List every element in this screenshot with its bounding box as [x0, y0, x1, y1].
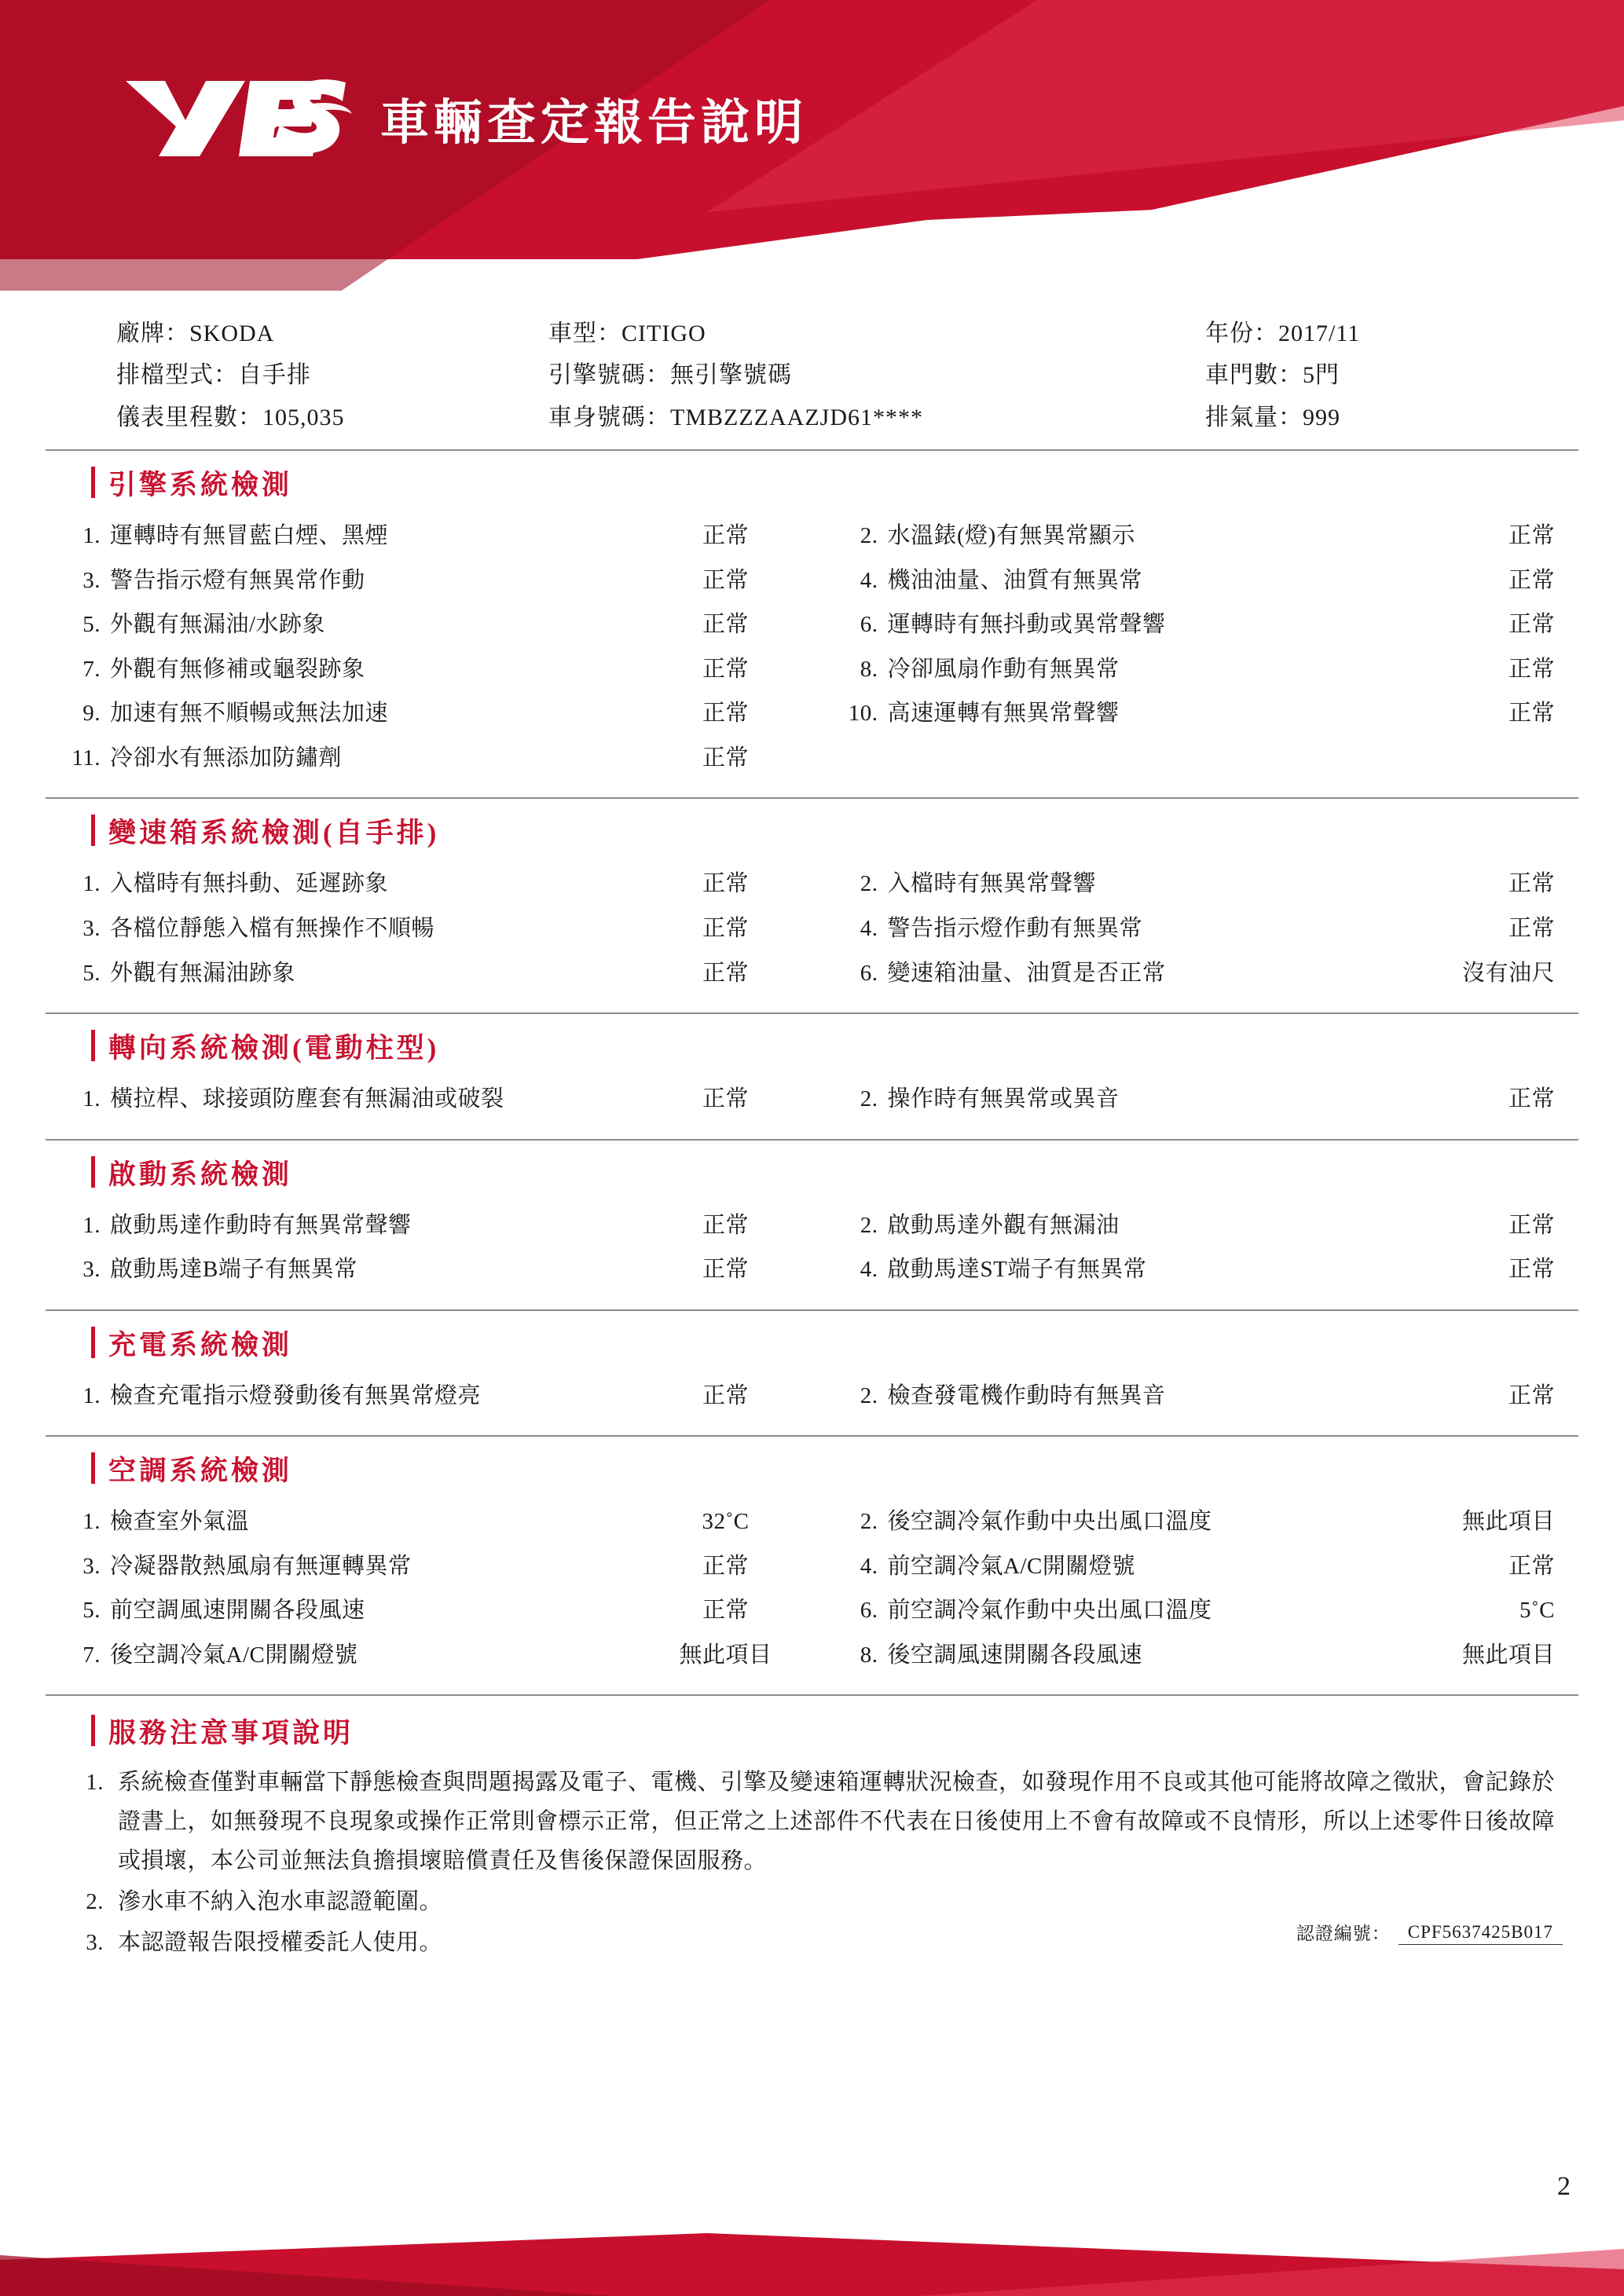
- check-item-value: 無此項目: [679, 1642, 772, 1668]
- check-item-number: 7.: [82, 656, 101, 682]
- check-item-number: 10.: [848, 701, 878, 727]
- section-accent-bar: [91, 1452, 95, 1484]
- check-item-value: 正常: [702, 701, 749, 727]
- check-item-number: 6.: [860, 960, 878, 986]
- vehicle-mileage-value: 105,035: [262, 404, 345, 430]
- check-item-number: 4.: [860, 567, 878, 593]
- vehicle-vin-value: TMBZZZAAZJD61****: [670, 404, 923, 430]
- check-item-value: 正常: [1508, 567, 1555, 593]
- check-item-label: 加速有無不順暢或無法加速: [110, 701, 389, 727]
- check-item: [46, 906, 812, 951]
- check-item-number: 6.: [860, 1598, 878, 1624]
- note-number: 2.: [86, 1889, 104, 1915]
- vehicle-info: [46, 313, 1578, 451]
- check-item-value: 正常: [1508, 523, 1555, 549]
- check-item-value: 正常: [1508, 701, 1555, 727]
- check-item: [46, 1077, 812, 1122]
- check-item: [812, 602, 1579, 647]
- check-item: [812, 558, 1579, 603]
- check-item: [812, 1544, 1579, 1589]
- check-item-number: 2.: [860, 1509, 878, 1535]
- check-item: [812, 1247, 1579, 1292]
- check-item-number: 9.: [82, 701, 101, 727]
- vehicle-info-row: [46, 354, 1578, 396]
- note-number: 3.: [86, 1929, 104, 1955]
- vehicle-model-value: CITIGO: [621, 320, 706, 346]
- check-item-number: 11.: [71, 745, 101, 771]
- check-item: [46, 1374, 812, 1419]
- section-title: 空調系統檢測: [108, 1456, 293, 1487]
- check-item: [812, 514, 1579, 558]
- check-item-value: 正常: [1508, 612, 1555, 638]
- check-item-number: 1.: [82, 523, 101, 549]
- check-item-number: 7.: [82, 1642, 101, 1668]
- check-item-label: 檢查室外氣溫: [110, 1509, 250, 1535]
- check-item-label: 外觀有無漏油跡象: [110, 960, 296, 986]
- vehicle-brand: 廠牌：SKODA: [116, 320, 275, 346]
- check-item-value: 正常: [1508, 1212, 1555, 1238]
- check-item-value: 正常: [702, 1212, 749, 1238]
- check-item: [46, 1544, 812, 1589]
- section-starter: [46, 1141, 1578, 1311]
- check-item-value: 5˚C: [1520, 1598, 1555, 1624]
- check-item-number: 1.: [82, 1086, 101, 1112]
- page-title: 車輛查定報告說明: [380, 96, 808, 150]
- check-item-number: 3.: [82, 916, 101, 941]
- section-accent-bar: [91, 1030, 95, 1061]
- page-footer: [0, 2202, 1624, 2296]
- check-item-label: 外觀有無漏油/水跡象: [110, 612, 326, 638]
- check-item-value: 正常: [1508, 656, 1555, 682]
- section-accent-bar: [91, 815, 95, 846]
- section-header: [46, 1699, 1578, 1759]
- check-item-number: 2.: [860, 1212, 878, 1238]
- section-steering: [46, 1014, 1578, 1141]
- check-item: [46, 1500, 812, 1544]
- page-number: 2: [1557, 2172, 1571, 2201]
- check-item-value: 正常: [702, 1086, 749, 1112]
- vehicle-brand-label: 廠牌: [116, 320, 165, 346]
- check-item-value: 無此項目: [1461, 1642, 1555, 1668]
- check-item: [812, 1374, 1579, 1419]
- vehicle-doors-value: 5門: [1303, 362, 1340, 389]
- check-item-value: 正常: [1508, 1257, 1555, 1283]
- check-item: [812, 647, 1579, 692]
- check-item-empty: [812, 736, 1579, 781]
- check-item: [46, 647, 812, 692]
- check-item: [46, 602, 812, 647]
- section-header: [46, 451, 1578, 511]
- section-header: [46, 1311, 1578, 1371]
- vehicle-mileage: 儀表里程數：105,035: [116, 404, 345, 430]
- check-item-value: 正常: [702, 656, 749, 682]
- note-item: [46, 1763, 1578, 1881]
- section-service-notes: [46, 1696, 1578, 1955]
- vehicle-mileage-label: 儀表里程數: [116, 404, 238, 430]
- section-header: [46, 1141, 1578, 1200]
- check-item-label: 水溫錶(燈)有無異常顯示: [887, 523, 1135, 549]
- vehicle-vin-label: 車身號碼: [548, 404, 646, 430]
- vehicle-transmission: 排檔型式：自手排: [116, 362, 311, 389]
- section-accent-bar: [91, 1327, 95, 1358]
- check-item-number: 5.: [82, 1598, 101, 1624]
- check-item-label: 檢查發電機作動時有無異音: [887, 1382, 1166, 1408]
- yes-logo: [118, 75, 354, 161]
- check-item-value: 正常: [702, 523, 749, 549]
- check-item-number: 3.: [82, 1257, 101, 1283]
- check-item-value: 正常: [702, 916, 749, 941]
- check-item-number: 1.: [82, 1509, 101, 1535]
- check-item-number: 8.: [860, 1642, 878, 1668]
- check-item: [812, 691, 1579, 736]
- check-item: [46, 514, 812, 558]
- check-item-label: 冷卻風扇作動有無異常: [887, 656, 1120, 682]
- section-air-conditioning: [46, 1437, 1578, 1696]
- check-item: [812, 951, 1579, 996]
- check-item-value: 正常: [702, 1382, 749, 1408]
- check-item: [46, 1588, 812, 1633]
- check-item: [46, 1203, 812, 1248]
- page-header: [0, 0, 1624, 291]
- check-item-label: 運轉時有無抖動或異常聲響: [887, 612, 1166, 638]
- check-item-label: 警告指示燈有無異常作動: [110, 567, 365, 593]
- check-item-label: 各檔位靜態入檔有無操作不順暢: [110, 916, 435, 941]
- check-item-value: 正常: [702, 1598, 749, 1624]
- vehicle-year: 年份：2017/11: [1205, 320, 1361, 346]
- certification-number: CPF5637425B017: [1399, 1922, 1563, 1945]
- check-item-value: 正常: [1508, 1086, 1555, 1112]
- section-charging: [46, 1311, 1578, 1437]
- vehicle-displacement-value: 999: [1303, 404, 1340, 430]
- check-item-value: 32˚C: [702, 1509, 750, 1535]
- check-item-value: 正常: [702, 960, 749, 986]
- certification-label: 認證編號：: [1296, 1923, 1391, 1943]
- check-item: [46, 736, 812, 781]
- check-item-number: 4.: [860, 1257, 878, 1283]
- check-item: [46, 951, 812, 996]
- check-item-label: 後空調冷氣作動中央出風口溫度: [887, 1509, 1212, 1535]
- check-item-label: 前空調冷氣作動中央出風口溫度: [887, 1598, 1212, 1624]
- check-item-number: 5.: [82, 960, 101, 986]
- vehicle-year-value: 2017/11: [1278, 320, 1361, 346]
- check-item: [812, 1203, 1579, 1248]
- note-text: 本認證報告限授權委託人使用。: [118, 1929, 443, 1955]
- check-item-value: 無此項目: [1461, 1509, 1555, 1535]
- check-item-number: 5.: [82, 612, 101, 638]
- check-item-label: 前空調冷氣A/C開關燈號: [887, 1553, 1135, 1579]
- check-item-value: 正常: [1508, 1382, 1555, 1408]
- section-title: 服務注意事項說明: [108, 1718, 354, 1749]
- check-item-value: 正常: [1508, 1553, 1555, 1579]
- vehicle-info-row: [46, 397, 1578, 438]
- check-item-value: 正常: [1508, 916, 1555, 941]
- check-item-number: 2.: [860, 523, 878, 549]
- section-title: 轉向系統檢測(電動柱型): [108, 1033, 440, 1064]
- check-item: [46, 558, 812, 603]
- section-header: [46, 1437, 1578, 1496]
- vehicle-engine-number: 引擎號碼：無引擎號碼: [548, 362, 792, 389]
- vehicle-displacement: 排氣量：999: [1205, 404, 1340, 430]
- vehicle-engine-number-value: 無引擎號碼: [670, 362, 792, 389]
- check-item-label: 入檔時有無異常聲響: [887, 871, 1097, 897]
- section-accent-bar: [91, 1715, 95, 1746]
- check-item-number: 1.: [82, 871, 101, 897]
- section-engine: [46, 451, 1578, 799]
- check-item-label: 變速箱油量、油質是否正常: [887, 960, 1166, 986]
- section-title: 引擎系統檢測: [108, 470, 293, 501]
- check-item-label: 警告指示燈作動有無異常: [887, 916, 1143, 941]
- check-item-value: 正常: [1508, 871, 1555, 897]
- check-item-number: 1.: [82, 1212, 101, 1238]
- vehicle-year-label: 年份: [1205, 320, 1254, 346]
- vehicle-doors-label: 車門數: [1205, 362, 1278, 389]
- vehicle-info-row: [46, 313, 1578, 354]
- check-item-number: 8.: [860, 656, 878, 682]
- vehicle-displacement-label: 排氣量: [1205, 404, 1278, 430]
- check-item-label: 後空調風速開關各段風速: [887, 1642, 1143, 1668]
- check-item-label: 高速運轉有無異常聲響: [887, 701, 1120, 727]
- check-item-value: 正常: [702, 871, 749, 897]
- vehicle-model: 車型：CITIGO: [548, 320, 706, 346]
- check-item-label: 檢查充電指示燈發動後有無異常燈亮: [110, 1382, 482, 1408]
- check-item: [812, 1077, 1579, 1122]
- check-item-number: 6.: [860, 612, 878, 638]
- check-item-value: 沒有油尺: [1461, 960, 1555, 986]
- check-item-value: 正常: [702, 567, 749, 593]
- check-item-label: 冷凝器散熱風扇有無運轉異常: [110, 1553, 412, 1579]
- note-text: 滲水車不納入泡水車認證範圍。: [118, 1889, 443, 1915]
- vehicle-brand-value: SKODA: [189, 320, 275, 346]
- check-item-label: 橫拉桿、球接頭防塵套有無漏油或破裂: [110, 1086, 504, 1112]
- check-item-label: 啟動馬達外觀有無漏油: [887, 1212, 1120, 1238]
- check-item-label: 啟動馬達作動時有無異常聲響: [110, 1212, 412, 1238]
- check-item-label: 冷卻水有無添加防鏽劑: [110, 745, 343, 771]
- check-item-number: 4.: [860, 916, 878, 941]
- check-item: [46, 691, 812, 736]
- vehicle-transmission-value: 自手排: [238, 362, 311, 389]
- check-item-label: 後空調冷氣A/C開關燈號: [110, 1642, 358, 1668]
- check-item-label: 啟動馬達ST端子有無異常: [887, 1257, 1147, 1283]
- check-item: [46, 1633, 812, 1678]
- note-text: 系統檢查僅對車輛當下靜態檢查與問題揭露及電子、電機、引擎及變速箱運轉狀況檢查，如發現作用不良或其他可能將故障之徵狀，會記錄於證書上，如無發現不良現象或操作正常則會標示正常，但正常之上述部件不代表在日後使用上不會有故障或不良情形，所以上述零件日後故障或損壞，本公司並無法負擔損壞賠償責任及售後保證保固服務。: [118, 1770, 1556, 1874]
- check-item: [46, 862, 812, 906]
- check-item-number: 4.: [860, 1553, 878, 1579]
- section-transmission: [46, 799, 1578, 1014]
- check-item-label: 外觀有無修補或龜裂跡象: [110, 656, 365, 682]
- check-item-value: 正常: [702, 612, 749, 638]
- check-item-label: 入檔時有無抖動、延遲跡象: [110, 871, 389, 897]
- check-item-number: 1.: [82, 1382, 101, 1408]
- check-item-label: 前空調風速開關各段風速: [110, 1598, 365, 1624]
- check-item-number: 2.: [860, 1382, 878, 1408]
- section-header: [46, 799, 1578, 859]
- check-item-value: 正常: [702, 1553, 749, 1579]
- check-item-number: 3.: [82, 567, 101, 593]
- note-item: [46, 1883, 1578, 1922]
- vehicle-transmission-label: 排檔型式: [116, 362, 214, 389]
- check-item-label: 啟動馬達B端子有無異常: [110, 1257, 357, 1283]
- check-item-value: 正常: [702, 1257, 749, 1283]
- check-item: [812, 1500, 1579, 1544]
- section-title: 啟動系統檢測: [108, 1159, 293, 1190]
- check-item: [812, 906, 1579, 951]
- check-item-label: 操作時有無異常或異音: [887, 1086, 1120, 1112]
- section-accent-bar: [91, 1156, 95, 1188]
- check-item-label: 機油油量、油質有無異常: [887, 567, 1143, 593]
- section-title: 變速箱系統檢測(自手排): [108, 818, 440, 849]
- section-header: [46, 1014, 1578, 1074]
- vehicle-vin: 車身號碼：TMBZZZAAZJD61****: [548, 404, 923, 430]
- vehicle-model-label: 車型: [548, 320, 597, 346]
- check-item-number: 3.: [82, 1553, 101, 1579]
- vehicle-doors: 車門數：5門: [1205, 362, 1340, 389]
- check-item: [812, 1633, 1579, 1678]
- check-item-label: 運轉時有無冒藍白煙、黑煙: [110, 523, 389, 549]
- section-accent-bar: [91, 467, 95, 498]
- check-item-value: 正常: [702, 745, 749, 771]
- vehicle-engine-number-label: 引擎號碼: [548, 362, 646, 389]
- section-title: 充電系統檢測: [108, 1329, 293, 1360]
- check-item: [46, 1247, 812, 1292]
- check-item-number: 2.: [860, 1086, 878, 1112]
- check-item-number: 2.: [860, 871, 878, 897]
- check-item: [812, 1588, 1579, 1633]
- check-item: [812, 862, 1579, 906]
- note-number: 1.: [86, 1770, 104, 1796]
